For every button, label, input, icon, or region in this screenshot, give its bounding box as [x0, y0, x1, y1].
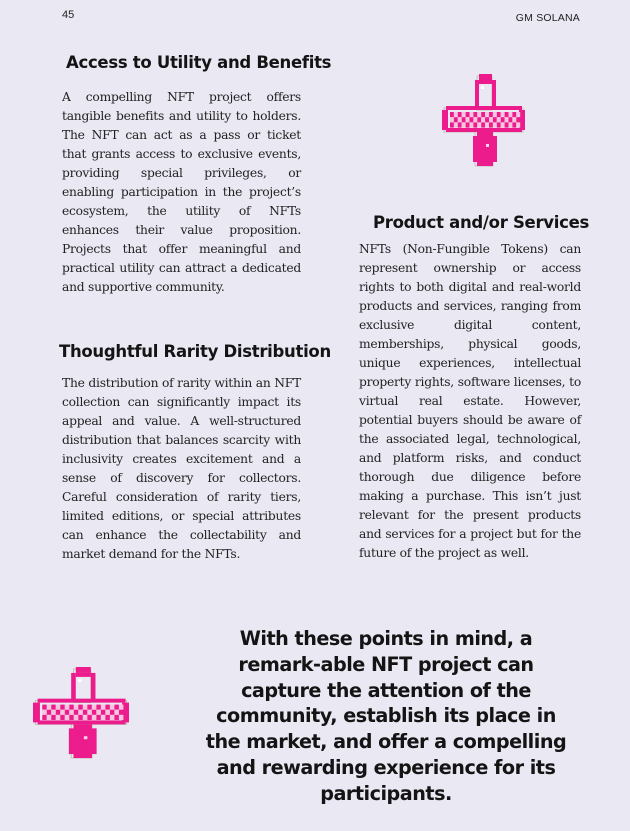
rarity-distribution-paragraph: The distribution of rarity within an NFT collection can significantly impact its appeal and value. A well-structured distribution that balances scarcity with inclusivity creates excitement and a sense of discovery for collectors. Careful consideration of rarity tiers, limited editions, or special attributes can enhance the collectability and market demand for the NFTs. [62, 376, 301, 561]
access-utility-paragraph: A compelling NFT project offers tangible benefits and utility to holders. The NFT can act as a pass or ticket that grants access to exclusive events, providing special privileges, or enabling participation in the project’s ecosystem, the utility of NFTs enhances their value proposition. Projects that offer meaningful and practical utility can attract a dedicated and supportive community. [62, 90, 301, 294]
closing-statement: With these points in mind, a remark-able NFT project can capture the attention of the community, establish its place in the market, and offer a compelling and rewarding experience for its participants. [205, 627, 567, 805]
rarity-distribution-heading: Thoughtful Rarity Distribution [59, 342, 331, 361]
product-services-paragraph: NFTs (Non-Fungible Tokens) can represent ownership or access rights to both digital and real-world products and services, ranging from exclusive digital content, memberships, physical goods, unique experiences, intellectual property rights, software licenses, to virtual real estate. However, potential buyers should be aware of the associated legal, technological, and platform risks, and conduct thorough due diligence before making a purchase. This isn’t just relevant for the present products and services for a project but for the future of the project as well. [359, 242, 581, 560]
running-title: GM SOLANA [515, 12, 580, 24]
product-services-heading: Product and/or Services [373, 213, 589, 232]
access-utility-heading: Access to Utility and Benefits [66, 53, 332, 72]
pixel-cross-icon [442, 74, 525, 168]
page-number: 45 [62, 9, 75, 21]
pixel-cross-icon [33, 667, 129, 760]
